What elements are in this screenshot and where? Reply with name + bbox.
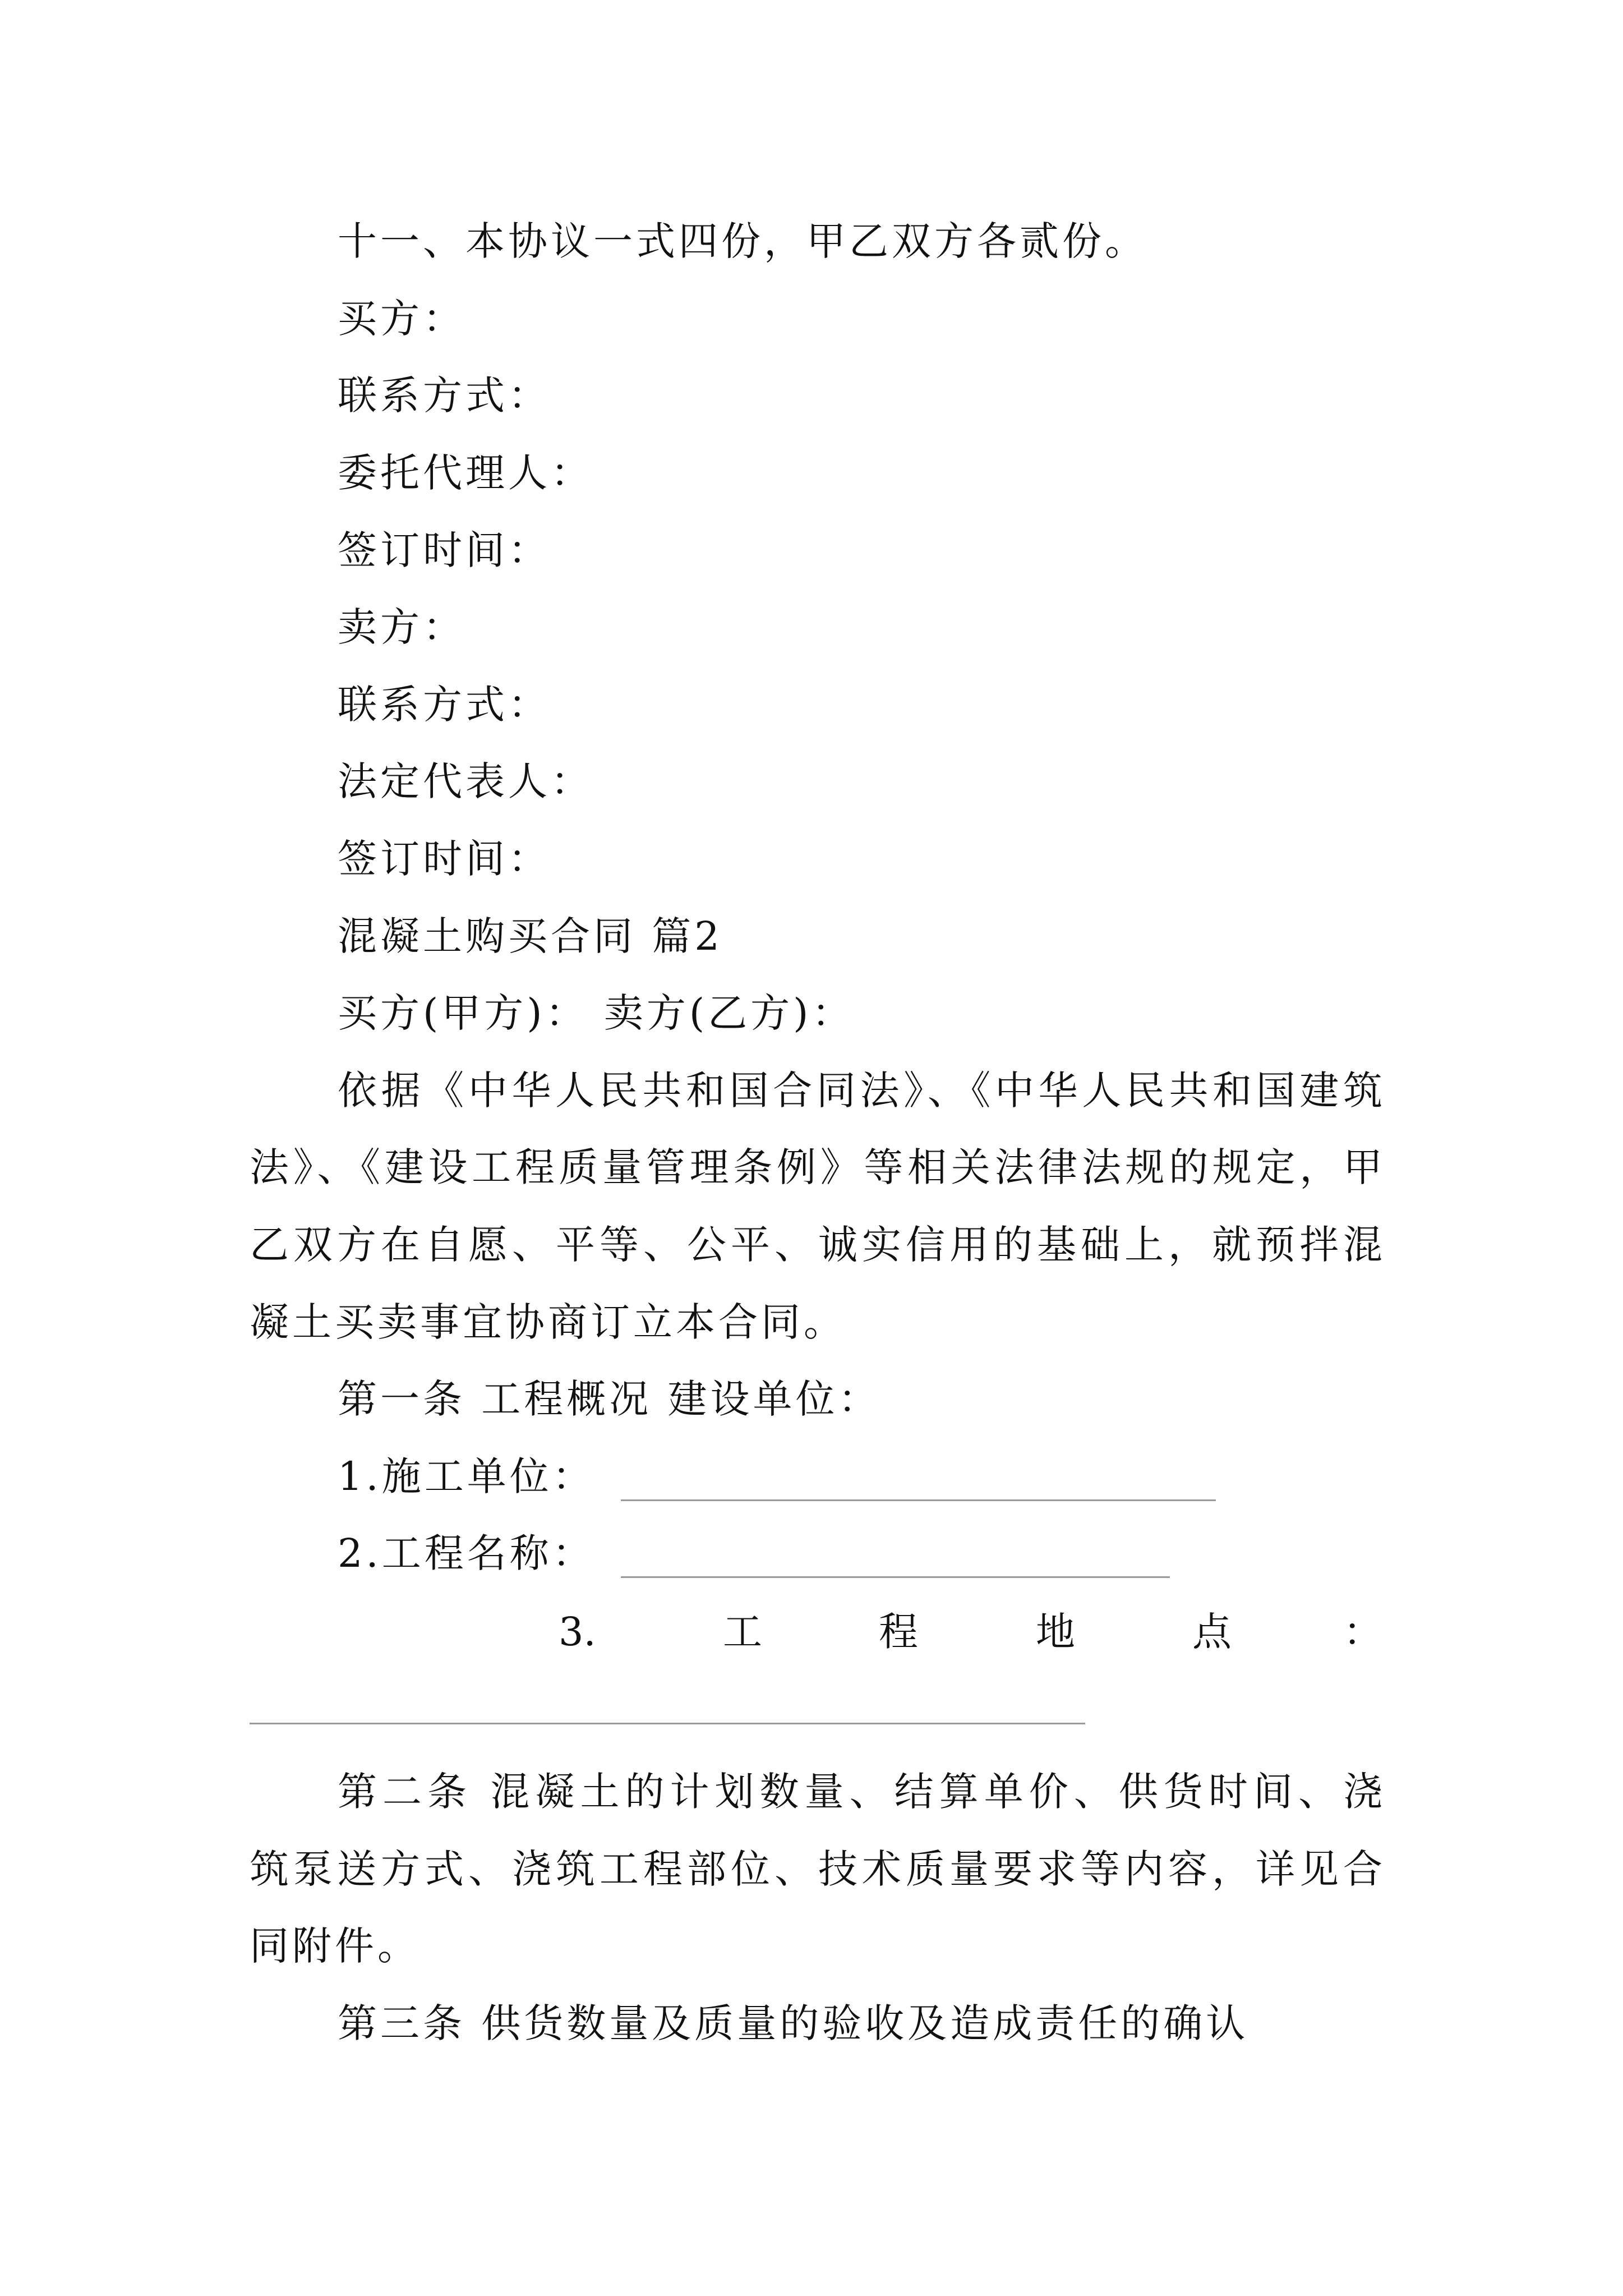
project-location-char-3: 地 xyxy=(1036,1609,1075,1655)
seller-legal-rep-label: 法定代表人： xyxy=(338,758,593,804)
project-location-colon: ： xyxy=(1343,1609,1382,1655)
article-two-line-1: 第二条 混凝土的计划数量、结算单价、供货时间、浇 xyxy=(338,1769,1382,1815)
seller-label: 卖方： xyxy=(338,604,465,650)
buyer-contact-label: 联系方式： xyxy=(338,372,551,418)
parties-line: 买方(甲方)： 卖方(乙方)： xyxy=(338,990,855,1036)
law-paragraph-line-1: 依据《中华人民共和国合同法》、《中华人民共和国建筑 xyxy=(338,1068,1382,1114)
project-name-blank xyxy=(621,1576,1170,1578)
buyer-label: 买方： xyxy=(338,296,465,342)
project-location-char-4: 点 xyxy=(1192,1609,1232,1655)
law-paragraph-line-2: 法》、《建设工程质量管理条例》等相关法律法规的规定，甲 xyxy=(250,1144,1382,1190)
seller-contact-label: 联系方式： xyxy=(338,682,551,728)
article-one-heading: 第一条 工程概况 建设单位： xyxy=(338,1376,881,1422)
buyer-sign-date-label: 签订时间： xyxy=(338,527,551,573)
seller-sign-date-label: 签订时间： xyxy=(338,836,551,882)
project-name-label: 2.工程名称： xyxy=(338,1530,595,1576)
clause-eleven: 十一、本协议一式四份，甲乙双方各贰份。 xyxy=(338,218,1147,264)
project-location-blank xyxy=(250,1723,1085,1724)
article-two-line-2: 筑泵送方式、浇筑工程部位、技术质量要求等内容，详见合 xyxy=(250,1846,1382,1892)
law-paragraph-line-3: 乙双方在自愿、平等、公平、诚实信用的基础上，就预拌混 xyxy=(250,1222,1382,1268)
construction-unit-blank xyxy=(621,1499,1216,1501)
project-location-number: 3. xyxy=(559,1609,596,1655)
project-location-char-1: 工 xyxy=(723,1609,762,1655)
article-two-line-3: 同附件。 xyxy=(250,1923,420,1969)
project-location-char-2: 程 xyxy=(879,1609,918,1655)
construction-unit-label: 1.施工单位： xyxy=(338,1453,595,1499)
contract-heading: 混凝土购买合同 篇2 xyxy=(338,913,723,959)
article-three-heading: 第三条 供货数量及质量的验收及造成责任的确认 xyxy=(338,2000,1249,2046)
law-paragraph-line-4: 凝土买卖事宜协商订立本合同。 xyxy=(250,1299,846,1345)
buyer-agent-label: 委托代理人： xyxy=(338,450,593,496)
